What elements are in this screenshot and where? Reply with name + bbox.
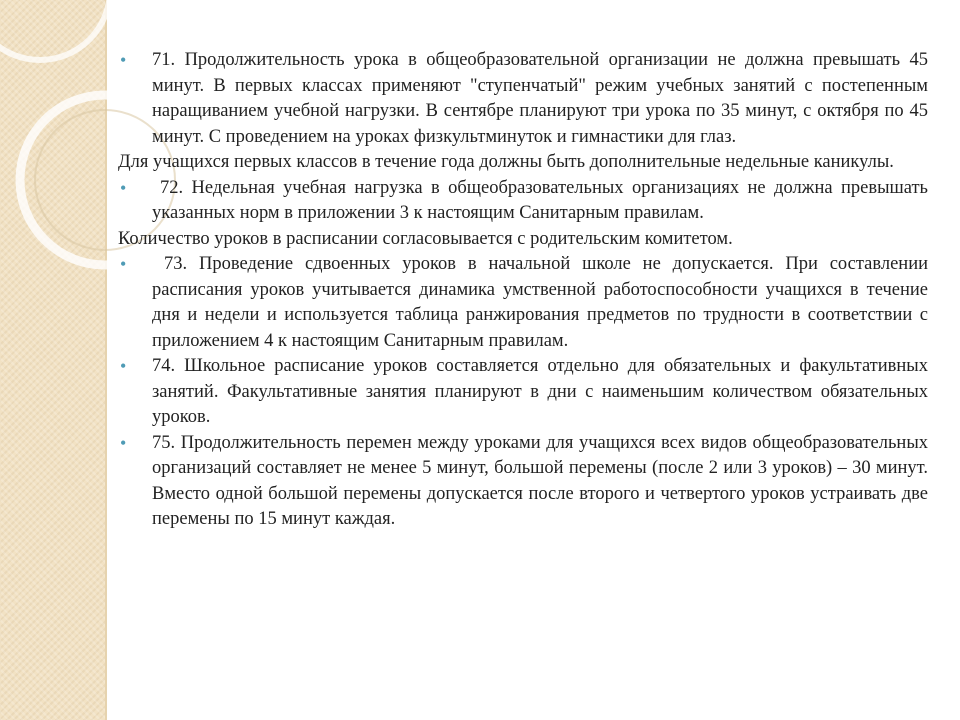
- paragraph-lessons-count: [118, 227, 928, 253]
- bullet-icon: •: [120, 50, 127, 70]
- list-item-text: 72. Недельная учебная нагрузка в общеобразовательных организациях не должна превышать указанных норм в приложении 3 к настоящим Санитарным правилам.: [152, 177, 928, 223]
- paragraph-holidays: [118, 150, 928, 176]
- bullet-icon: •: [120, 356, 127, 376]
- list-item-71: [118, 48, 928, 150]
- bullet-icon: •: [120, 254, 127, 274]
- list-item-75: [118, 431, 928, 533]
- paragraph-text: Для учащихся первых классов в течение года должны быть дополнительные недельные каникулы.: [118, 152, 894, 172]
- list-item-73: [118, 252, 928, 354]
- paragraph-text: Количество уроков в расписании согласовывается с родительским комитетом.: [118, 228, 733, 249]
- list-item-72: [118, 176, 928, 227]
- list-item-text: 71. Продолжительность урока в общеобразовательной организации не должна превышать 45 минут. В первых классах применяют "ступенчатый" режим учебных занятий с постепенным наращиванием учебной нагрузки. В сентябре планируют три урока по 35 минут, с октября по 45 минут. С проведением на уроках физкультминуток и гимнастики для глаз.: [152, 50, 928, 147]
- list-item-text: 73. Проведение сдвоенных уроков в начальной школе не допускается. При составлении расписания уроков учитывается динамика умственной работоспособности учащихся в течение дня и недели и используется таблица ранжирования предметов по трудности в соответствии с приложением 4 к настоящим Санитарным правилам.: [152, 254, 928, 351]
- list-item-text: 74. Школьное расписание уроков составляется отдельно для обязательных и факультативных занятий. Факультативные занятия планируют в дни с наименьшим количеством обязательных уроков.: [152, 356, 928, 427]
- list-item-74: [118, 354, 928, 431]
- bullet-icon: •: [120, 177, 127, 198]
- list-item-text: 75. Продолжительность перемен между уроками для учащихся всех видов общеобразовательных организаций составляет не менее 5 минут, большой перемены (после 2 или 3 уроков) – 30 минут. Вместо одной большой перемены допускается после второго и четвертого уроков устраивать две перемены по 15 минут каждая.: [152, 432, 928, 529]
- slide-body: [118, 48, 928, 533]
- bullet-icon: •: [120, 432, 127, 453]
